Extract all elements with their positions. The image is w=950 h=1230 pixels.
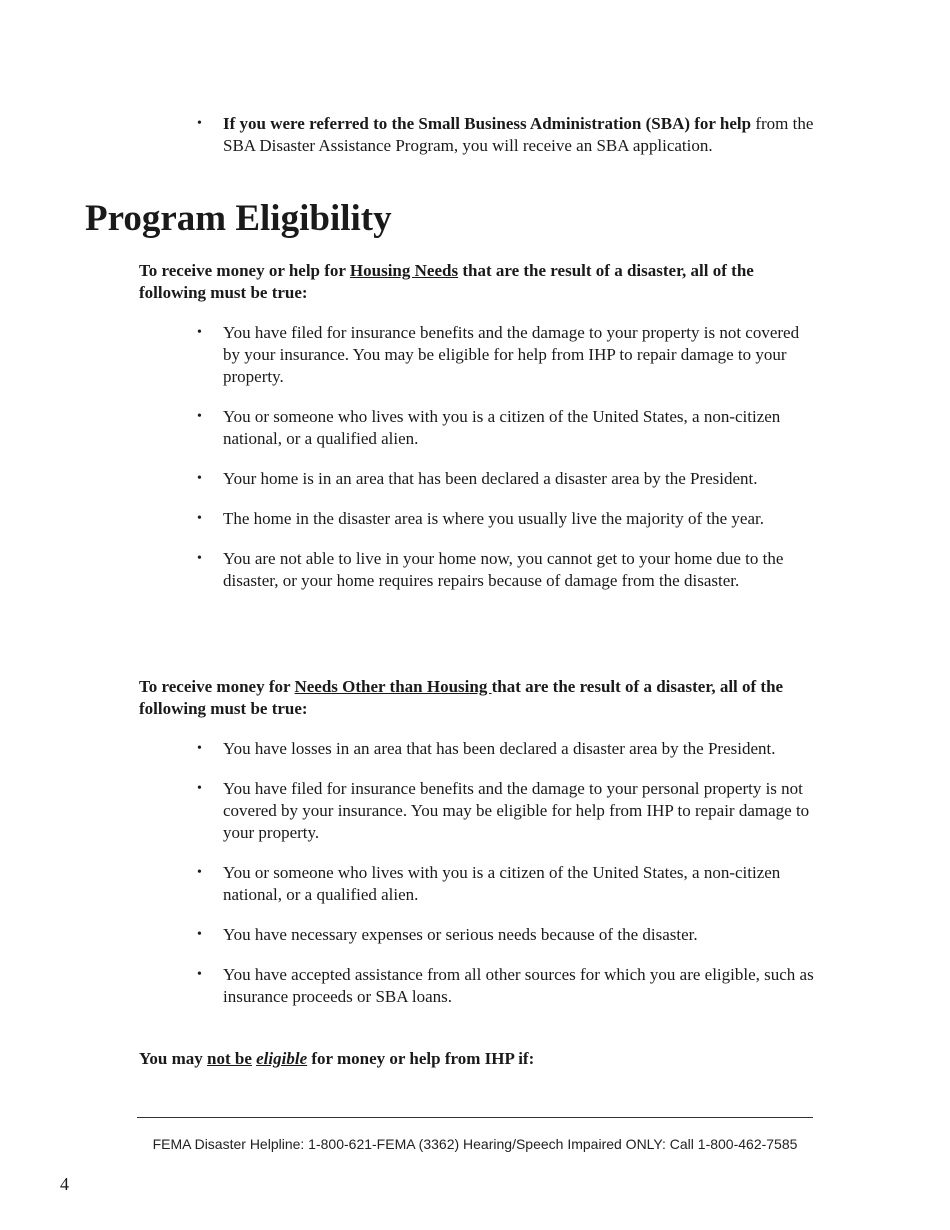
- not-eligible-italic: eligible: [256, 1049, 308, 1068]
- bullet-icon: •: [197, 409, 202, 424]
- list-item: [195, 322, 815, 388]
- list-item-text: You have necessary expenses or serious needs because of the disaster.: [223, 925, 698, 944]
- list-item: [195, 468, 815, 490]
- list-item: [195, 113, 815, 157]
- bullet-icon: •: [197, 511, 202, 526]
- not-eligible-suffix: for money or help from IHP if:: [307, 1049, 535, 1068]
- other-needs-requirements-list: [195, 738, 815, 1026]
- list-item-text: The home in the disaster area is where you usually live the majority of the year.: [223, 509, 764, 528]
- list-item: [195, 964, 815, 1008]
- other-needs-intro: [139, 676, 819, 720]
- list-item: [195, 548, 815, 592]
- list-item-text: You or someone who lives with you is a citizen of the United States, a non-citizen national, or a qualified alien.: [223, 407, 781, 448]
- bullet-icon: •: [197, 471, 202, 486]
- list-item-text: Your home is in an area that has been declared a disaster area by the President.: [223, 469, 758, 488]
- list-item-text: You have losses in an area that has been declared a disaster area by the President.: [223, 739, 776, 758]
- footer-divider: [137, 1117, 813, 1118]
- list-item-text: You have accepted assistance from all other sources for which you are eligible, such as insurance proceeds or SBA loans.: [223, 965, 814, 1006]
- housing-intro-suffix: that are the result of a disaster, all of the following must be true:: [139, 261, 754, 302]
- list-item-text: You are not able to live in your home now, you cannot get to your home due to the disaster, or your home requires repairs because of damage from the disaster.: [223, 549, 784, 590]
- housing-intro: [139, 260, 819, 304]
- bullet-icon: •: [197, 865, 202, 880]
- bullet-icon: •: [197, 927, 202, 942]
- page-title: Program Eligibility: [85, 198, 392, 239]
- list-item-text: You have filed for insurance benefits and the damage to your personal property is not covered by your insurance. You may be eligible for help from IHP to repair damage to your property.: [223, 779, 810, 842]
- page-number: 4: [60, 1174, 69, 1194]
- sba-bullet-bold: If you were referred to the Small Business Administration (SBA) for help: [223, 114, 752, 133]
- bullet-icon: •: [197, 551, 202, 566]
- housing-intro-underlined: Housing Needs: [349, 261, 459, 280]
- list-item: [195, 738, 815, 760]
- not-eligible-heading: [139, 1048, 819, 1070]
- other-intro-underlined: Needs Other than Housing: [294, 677, 492, 696]
- list-item: [195, 406, 815, 450]
- list-item: [195, 862, 815, 906]
- bullet-icon: •: [197, 967, 202, 982]
- bullet-icon: •: [197, 116, 202, 131]
- not-eligible-prefix: You may: [139, 1049, 208, 1068]
- bullet-icon: •: [197, 741, 202, 756]
- list-item: [195, 924, 815, 946]
- sba-bullet-list: [195, 113, 815, 157]
- housing-intro-prefix: To receive money or help for: [139, 261, 350, 280]
- other-intro-prefix: To receive money for: [139, 677, 295, 696]
- list-item-text: You or someone who lives with you is a citizen of the United States, a non-citizen national, or a qualified alien.: [223, 863, 781, 904]
- other-intro-suffix: that are the result of a disaster, all of the following must be true:: [139, 677, 784, 718]
- footer-helpline: FEMA Disaster Helpline: 1-800-621-FEMA (3362) Hearing/Speech Impaired ONLY: Call 1-800-462-7585: [152, 1136, 798, 1152]
- bullet-icon: •: [197, 781, 202, 796]
- list-item: [195, 508, 815, 530]
- housing-requirements-list: [195, 322, 815, 610]
- list-item-text: You have filed for insurance benefits and the damage to your property is not covered by your insurance. You may be eligible for help from IHP to repair damage to your property.: [223, 323, 800, 386]
- not-eligible-underlined: not be: [207, 1049, 252, 1068]
- sba-bullet-text: from the SBA Disaster Assistance Program, you will receive an SBA application.: [223, 114, 814, 155]
- bullet-icon: •: [197, 325, 202, 340]
- list-item: [195, 778, 815, 844]
